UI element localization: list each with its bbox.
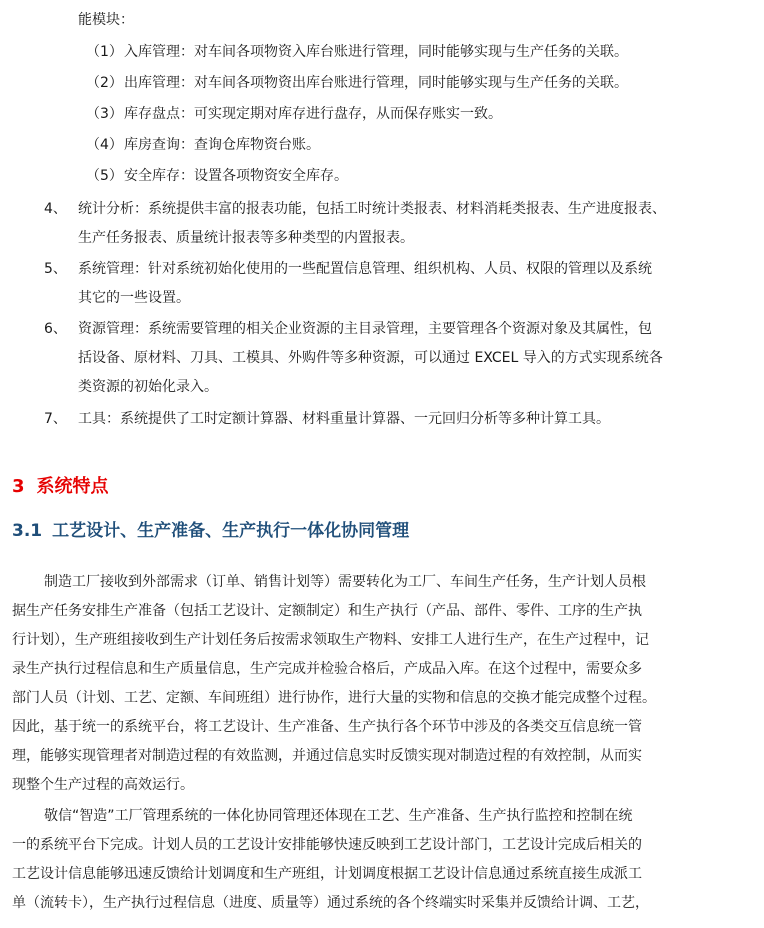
sub-item-number: （2） bbox=[86, 75, 123, 91]
module-intro: 能模块： bbox=[78, 12, 134, 28]
paragraph-line: 行计划），生产班组接收到生产计划任务后按需求领取生产物料、安排工人进行生产，在生产过程中，记 bbox=[12, 632, 649, 648]
paragraph-line: 部门人员（计划、工艺、定额、车间班组）进行协作，进行大量的实物和信息的交换才能完成整个过程。 bbox=[12, 690, 656, 706]
sub-item-text: 库存盘点：可实现定期对库存进行盘存，从而保存账实一致。 bbox=[124, 106, 502, 122]
list-item-number: 4、 bbox=[44, 201, 67, 217]
sub-item-text: 入库管理：对车间各项物资入库台账进行管理，同时能够实现与生产任务的关联。 bbox=[124, 44, 628, 60]
sub-item-text: 库房查询：查询仓库物资台账。 bbox=[124, 137, 320, 153]
list-item-text: 系统管理：针对系统初始化使用的一些配置信息管理、组织机构、人员、权限的管理以及系统 bbox=[78, 261, 652, 277]
sub-item-text: 出库管理：对车间各项物资出库台账进行管理，同时能够实现与生产任务的关联。 bbox=[124, 75, 628, 91]
sub-item-number: （3） bbox=[86, 106, 123, 122]
section-number: 3 bbox=[12, 476, 25, 497]
subsection-heading bbox=[12, 518, 409, 544]
subsection-number: 3.1 bbox=[12, 521, 43, 541]
list-item-number: 6、 bbox=[44, 321, 67, 337]
list-item-text: 统计分析：系统提供丰富的报表功能，包括工时统计类报表、材料消耗类报表、生产进度报表、 bbox=[78, 201, 666, 217]
list-item-text: 生产任务报表、质量统计报表等多种类型的内置报表。 bbox=[78, 230, 414, 246]
paragraph-line: 据生产任务安排生产准备（包括工艺设计、定额制定）和生产执行（产品、部件、零件、工序的生产执 bbox=[12, 603, 642, 619]
list-item-text: 工具：系统提供了工时定额计算器、材料重量计算器、一元回归分析等多种计算工具。 bbox=[78, 411, 610, 427]
paragraph-line: 一的系统平台下完成。计划人员的工艺设计安排能够快速反映到工艺设计部门，工艺设计完成后相关的 bbox=[12, 837, 642, 853]
list-item-text: 其它的一些设置。 bbox=[78, 290, 190, 306]
section-heading bbox=[12, 474, 109, 500]
subsection-title: 工艺设计、生产准备、生产执行一体化协同管理 bbox=[52, 521, 410, 541]
paragraph-line: 录生产执行过程信息和生产质量信息，生产完成并检验合格后，产成品入库。在这个过程中，需要众多 bbox=[12, 661, 642, 677]
section-title: 系统特点 bbox=[36, 476, 109, 497]
list-item-text: 资源管理：系统需要管理的相关企业资源的主目录管理，主要管理各个资源对象及其属性，包 bbox=[78, 321, 652, 337]
list-item-number: 7、 bbox=[44, 411, 67, 427]
paragraph-line: 敬信“智造”工厂管理系统的一体化协同管理还体现在工艺、生产准备、生产执行监控和控制在统 bbox=[44, 808, 633, 824]
paragraph-line: 制造工厂接收到外部需求（订单、销售计划等）需要转化为工厂、车间生产任务，生产计划人员根 bbox=[44, 574, 646, 590]
sub-item-number: （1） bbox=[86, 44, 123, 60]
sub-item-number: （4） bbox=[86, 137, 123, 153]
list-item-number: 5、 bbox=[44, 261, 67, 277]
paragraph-line: 工艺设计信息能够迅速反馈给计划调度和生产班组，计划调度根据工艺设计信息通过系统直接生成派工 bbox=[12, 866, 642, 882]
paragraph-line: 理，能够实现管理者对制造过程的有效监测，并通过信息实时反馈实现对制造过程的有效控制，从而实 bbox=[12, 748, 642, 764]
sub-item-text: 安全库存：设置各项物资安全库存。 bbox=[124, 168, 348, 184]
paragraph-line: 单（流转卡），生产执行过程信息（进度、质量等）通过系统的各个终端实时采集并反馈给计调、工艺， bbox=[12, 895, 649, 911]
list-item-text: 类资源的初始化录入。 bbox=[78, 379, 218, 395]
paragraph-line: 因此，基于统一的系统平台，将工艺设计、生产准备、生产执行各个环节中涉及的各类交互信息统一管 bbox=[12, 719, 642, 735]
paragraph-line: 现整个生产过程的高效运行。 bbox=[12, 777, 194, 793]
sub-item-number: （5） bbox=[86, 168, 123, 184]
list-item-text: 括设备、原材料、刀具、工模具、外购件等多种资源，可以通过 EXCEL 导入的方式实现系统各 bbox=[78, 350, 663, 366]
